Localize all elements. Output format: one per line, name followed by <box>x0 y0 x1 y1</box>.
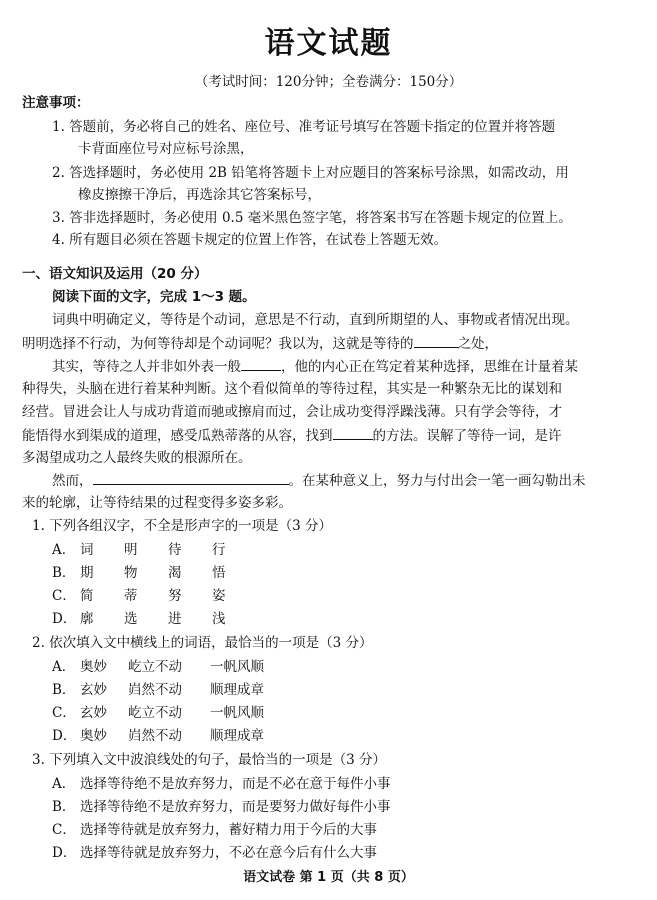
option-text: 选择等待就是放弃努力，不必在意今后有什么大事 <box>80 845 377 861</box>
passage-line-2 <box>22 333 498 354</box>
passage-line-3 <box>52 356 578 377</box>
option-char: 物 <box>124 565 138 581</box>
reading-instruction: 阅读下面的文字，完成 1～3 题。 <box>52 289 256 305</box>
blank-1 <box>414 333 458 348</box>
page-footer: 语文试卷 第 1 页（共 8 页） <box>243 870 414 885</box>
option-char: 渴 <box>168 565 182 581</box>
blank-3 <box>333 425 373 440</box>
question-3-stem: 3. 下列填入文中波浪线处的句子，最恰当的一项是（3 分） <box>32 752 387 768</box>
option-char: 行 <box>212 542 226 558</box>
q3-option-b <box>52 797 391 817</box>
passage-text: 。在某种意义上，努力与付出会一笔一画勾勒出未 <box>288 473 586 489</box>
option-char: 努 <box>168 588 182 604</box>
passage-text: 之处， <box>457 336 498 352</box>
q3-option-a <box>52 774 391 794</box>
page-title: 语文试题 <box>264 26 393 61</box>
passage-text: 能悟得水到渠成的道理，感受瓜熟蒂落的从容，找到 <box>22 428 333 444</box>
passage-line-7: 多渴望成功之人最终失败的根源所在。 <box>22 450 252 466</box>
notice-item-2: 2. 答选择题时，务必使用 2B 铅笔将答题卡上对应题目的答案标号涂黑，如需改动，用 <box>52 165 569 181</box>
option-char: 进 <box>168 611 182 627</box>
passage-text: 其实，等待之人并非如外表一般 <box>52 359 241 375</box>
option-label: A． <box>52 542 76 558</box>
blank-2 <box>241 356 281 371</box>
option-word: 屹立不动 <box>128 659 182 675</box>
q1-option-c <box>52 586 242 606</box>
q2-option-d <box>52 726 280 746</box>
option-char: 悟 <box>212 565 226 581</box>
option-word: 奥妙 <box>80 728 107 744</box>
notice-item-1-cont: 卡背面座位号对应标号涂黑， <box>78 141 254 157</box>
passage-line-9: 来的轮廓，让等待结果的过程变得多姿多彩。 <box>22 495 292 511</box>
option-char: 廓 <box>80 611 94 627</box>
passage-line-8 <box>52 470 586 491</box>
section-heading: 一、语文知识及运用（20 分） <box>22 266 208 282</box>
option-word: 顺理成章 <box>210 728 264 744</box>
passage-text: 明明选择不行动，为何等待却是个动词呢？我以为，这就是等待的 <box>22 336 414 352</box>
option-char: 简 <box>80 588 94 604</box>
option-char: 选 <box>124 611 138 627</box>
option-word: 玄妙 <box>80 705 107 721</box>
option-text: 选择等待绝不是放弃努力，而是要努力做好每件小事 <box>80 799 391 815</box>
option-word: 一帆风顺 <box>210 705 264 721</box>
q2-option-c <box>52 703 280 723</box>
notice-item-4: 4. 所有题目必须在答题卡规定的位置上作答，在试卷上答题无效。 <box>52 232 448 248</box>
passage-line-1: 词典中明确定义，等待是个动词，意思是不行动，直到所期望的人、事物或者情况出现。 <box>52 312 579 328</box>
notice-heading: 注意事项： <box>22 95 90 111</box>
q3-option-c <box>52 820 377 840</box>
notice-item-1: 1. 答题前，务必将自己的姓名、座位号、准考证号填写在答题卡指定的位置并将答题 <box>52 119 556 135</box>
question-2-stem: 2. 依次填入文中横线上的词语，最恰当的一项是（3 分） <box>32 635 373 651</box>
passage-line-6 <box>22 425 562 446</box>
q1-option-d <box>52 609 242 629</box>
q2-option-a <box>52 657 280 677</box>
question-1-stem: 1. 下列各组汉字，不全是形声字的一项是（3 分） <box>32 518 333 534</box>
notice-item-2-cont: 橡皮擦擦干净后，再选涂其它答案标号， <box>78 187 321 203</box>
q3-option-d <box>52 843 377 863</box>
option-label: B． <box>52 565 76 581</box>
option-text: 选择等待绝不是放弃努力，而是不必在意于每件小事 <box>80 776 391 792</box>
option-word: 屹立不动 <box>128 705 182 721</box>
exam-subtitle: （考试时间：120分钟；全卷满分：150分） <box>194 74 463 90</box>
option-word: 一帆风顺 <box>210 659 264 675</box>
option-label: B． <box>52 799 76 815</box>
q1-option-a <box>52 540 242 560</box>
option-label: C． <box>52 705 76 721</box>
option-label: B． <box>52 682 76 698</box>
option-char: 浅 <box>212 611 226 627</box>
option-word: 岿然不动 <box>128 728 182 744</box>
notice-item-3: 3. 答非选择题时，务必使用 0.5 毫米黑色签字笔，将答案书写在答题卡规定的位置上。 <box>52 210 572 226</box>
q1-option-b <box>52 563 242 583</box>
passage-line-5: 经营。冒进会让人与成功背道而驰或擦肩而过，会让成功变得浮躁浅薄。只有学会等待，才 <box>22 404 562 420</box>
option-word: 玄妙 <box>80 682 107 698</box>
q2-option-b <box>52 680 280 700</box>
option-label: A． <box>52 776 76 792</box>
passage-text: 然而， <box>52 473 93 489</box>
option-char: 待 <box>168 542 182 558</box>
option-char: 姿 <box>212 588 226 604</box>
passage-line-4: 种得失，头脑在进行着某种判断。这个看似简单的等待过程，其实是一种繁杂无比的谋划和 <box>22 381 562 397</box>
option-char: 期 <box>80 565 94 581</box>
option-word: 顺理成章 <box>210 682 264 698</box>
option-label: D． <box>52 728 77 744</box>
option-word: 奥妙 <box>80 659 107 675</box>
passage-text: ，他的内心正在笃定着某种选择，思维在计量着某 <box>281 359 578 375</box>
option-label: D． <box>52 611 77 627</box>
option-label: A． <box>52 659 76 675</box>
option-text: 选择等待就是放弃努力，蓄好精力用于今后的大事 <box>80 822 377 838</box>
option-char: 蒂 <box>124 588 138 604</box>
option-char: 词 <box>80 542 94 558</box>
passage-text: 的方法。误解了等待一词，是许 <box>372 428 562 444</box>
wavy-blank <box>93 470 289 485</box>
option-label: D． <box>52 845 77 861</box>
option-label: C． <box>52 822 76 838</box>
option-char: 明 <box>124 542 138 558</box>
option-word: 岿然不动 <box>128 682 182 698</box>
option-label: C． <box>52 588 76 604</box>
